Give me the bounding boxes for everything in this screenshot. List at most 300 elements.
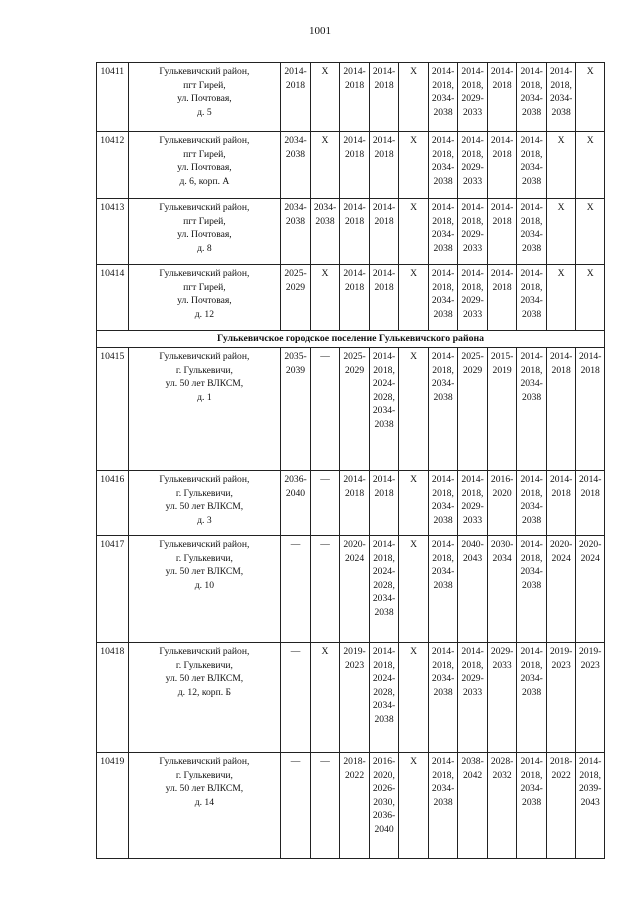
address-line: Гулькевичский район,: [159, 646, 250, 657]
row-number: 10418: [97, 643, 129, 753]
period-line: 2018,: [373, 659, 395, 671]
period-line: 2014-: [579, 756, 602, 767]
address-line: Гулькевичский район,: [159, 351, 250, 362]
period-cell: [369, 63, 399, 132]
period-cell: [576, 643, 605, 753]
period-line: 2024-: [372, 673, 396, 684]
period-line: 2034-: [372, 593, 396, 604]
period-cell: [399, 63, 429, 132]
period-line: 2034: [492, 552, 512, 564]
period-line: 2014-: [549, 66, 573, 77]
address-line: пгт Гирей,: [183, 215, 226, 227]
period-line: 2028,: [373, 686, 395, 698]
period-line: 2018: [580, 364, 600, 376]
period-line: 2034-: [284, 202, 307, 213]
period-line: X: [321, 268, 329, 279]
period-line: 2038: [522, 686, 542, 698]
period-cell: [517, 63, 547, 132]
period-cell: [546, 132, 576, 199]
period-cell: [546, 63, 576, 132]
period-line: 2014-: [372, 66, 396, 77]
address-line: ул. Почтовая,: [177, 162, 232, 173]
period-line: 2018,: [520, 281, 543, 293]
period-line: 2032: [492, 769, 512, 781]
period-cell: [281, 643, 311, 753]
period-line: 2019-: [579, 646, 602, 657]
period-cell: [428, 63, 458, 132]
period-line: 2014-: [431, 135, 455, 146]
period-cell: [369, 536, 399, 643]
period-line: 2038: [522, 175, 542, 187]
row-number: 10411: [97, 63, 129, 132]
period-line: 2014-: [372, 646, 396, 657]
period-line: 2014-: [461, 202, 484, 213]
address-line: д. 8: [197, 242, 212, 254]
period-line: 2023: [551, 659, 571, 671]
period-line: 2014-: [431, 756, 455, 767]
period-line: 2014-: [461, 646, 484, 657]
period-line: 2018: [374, 215, 394, 227]
address-line: Гулькевичский район,: [159, 756, 250, 767]
period-line: 2014-: [343, 135, 366, 146]
address-line: ул. Почтовая,: [177, 295, 232, 306]
period-line: —: [320, 351, 330, 362]
period-cell: [576, 536, 605, 643]
period-cell: [369, 471, 399, 536]
period-line: 2018,: [520, 215, 543, 227]
row-number: 10416: [97, 471, 129, 536]
period-cell: [428, 753, 458, 859]
period-line: 2020-: [549, 539, 573, 550]
period-line: 2034-: [431, 378, 455, 389]
period-line: 2018: [492, 281, 512, 293]
period-line: 2038: [433, 308, 453, 320]
period-cell: [340, 536, 370, 643]
period-cell: [487, 199, 517, 265]
period-line: 2025-: [461, 351, 484, 362]
period-cell: [546, 348, 576, 471]
period-cell: [281, 199, 311, 265]
period-line: —: [290, 646, 301, 657]
period-cell: [369, 643, 399, 753]
period-line: 2014-: [549, 351, 573, 362]
period-line: 2034-: [520, 229, 543, 240]
period-line: 2024-: [372, 378, 396, 389]
address-line: ул. Почтовая,: [177, 229, 232, 240]
period-line: 2018,: [432, 659, 454, 671]
period-cell: [369, 753, 399, 859]
period-line: 2038: [285, 215, 306, 227]
period-cell: [458, 536, 488, 643]
period-cell: [576, 348, 605, 471]
period-line: 2018,: [373, 552, 395, 564]
period-line: 2019-: [343, 646, 366, 657]
period-line: —: [320, 474, 330, 485]
period-line: 2038: [315, 215, 335, 227]
address-cell: [128, 643, 281, 753]
section-title: Гулькевичское городское поселение Гулькевичского района: [97, 331, 605, 348]
period-line: 2019: [492, 364, 512, 376]
period-line: 2026-: [372, 783, 396, 794]
address-line: г. Гулькевичи,: [175, 364, 233, 376]
period-line: 2043: [580, 796, 600, 808]
period-line: 2018-: [343, 756, 366, 767]
period-line: 2020-: [579, 539, 602, 550]
period-cell: [487, 643, 517, 753]
address-line: Гулькевичский район,: [159, 268, 250, 279]
period-cell: [369, 132, 399, 199]
table-row: [97, 265, 605, 331]
period-line: 2014-: [431, 268, 455, 279]
period-line: 2018: [285, 79, 306, 91]
period-line: 2014-: [431, 474, 455, 485]
period-line: 2018: [492, 148, 512, 160]
period-line: 2030,: [373, 796, 395, 808]
period-line: 2034-: [431, 566, 455, 577]
period-line: 2018,: [461, 487, 484, 499]
row-number: 10412: [97, 132, 129, 199]
address-line: ул. 50 лет ВЛКСМ,: [165, 501, 244, 512]
period-line: X: [557, 202, 565, 213]
period-line: 2033: [463, 514, 483, 526]
period-cell: [399, 643, 429, 753]
period-line: 2040-: [461, 539, 484, 550]
period-line: 2014-: [490, 202, 514, 213]
period-line: 2034-: [284, 135, 307, 146]
period-line: 2029-: [461, 673, 484, 684]
period-line: 2043: [463, 552, 483, 564]
address-line: г. Гулькевичи,: [175, 659, 233, 671]
period-line: X: [410, 268, 418, 279]
period-line: 2018: [492, 79, 512, 91]
address-line: д. 10: [194, 579, 215, 591]
period-line: 2015-: [490, 351, 514, 362]
period-line: 2018,: [550, 79, 572, 91]
period-line: 2028-: [490, 756, 514, 767]
period-line: 2018: [374, 487, 394, 499]
period-line: 2024: [551, 552, 571, 564]
period-line: 2038: [551, 106, 571, 118]
period-cell: [487, 265, 517, 331]
period-cell: [310, 536, 340, 643]
period-line: 2014-: [579, 474, 602, 485]
period-cell: [399, 753, 429, 859]
period-line: 2038: [433, 175, 453, 187]
period-line: 2025-: [343, 351, 366, 362]
period-line: 2018: [374, 281, 394, 293]
period-cell: [310, 132, 340, 199]
period-line: 2018,: [432, 79, 454, 91]
period-line: 2018,: [520, 364, 543, 376]
period-line: 2035-: [284, 351, 307, 362]
address-cell: [128, 265, 281, 331]
period-line: 2038: [433, 686, 453, 698]
period-line: 2038: [433, 514, 453, 526]
period-cell: [517, 132, 547, 199]
address-line: г. Гулькевичи,: [175, 769, 233, 781]
period-cell: [487, 471, 517, 536]
period-line: X: [586, 268, 594, 279]
period-line: 2038: [433, 579, 453, 591]
period-cell: [458, 63, 488, 132]
period-line: 2018: [344, 215, 365, 227]
address-line: д. 5: [197, 106, 212, 118]
period-line: 2018: [374, 79, 394, 91]
period-line: 2014-: [520, 756, 543, 767]
period-line: 2018,: [432, 487, 454, 499]
period-line: 2014-: [461, 268, 484, 279]
period-line: 2034-: [520, 566, 543, 577]
period-line: 2033: [463, 106, 483, 118]
period-line: 2014-: [343, 474, 366, 485]
period-cell: [399, 199, 429, 265]
period-line: 2018: [580, 487, 600, 499]
period-line: 2036-: [284, 474, 307, 485]
period-line: 2039: [285, 364, 306, 376]
period-cell: [310, 753, 340, 859]
period-line: 2042: [463, 769, 483, 781]
period-line: X: [410, 474, 418, 485]
period-line: 2018,: [520, 148, 543, 160]
period-line: 2030-: [490, 539, 514, 550]
period-cell: [428, 199, 458, 265]
table-row: [97, 199, 605, 265]
period-line: 2028,: [373, 579, 395, 591]
period-line: 2014-: [520, 66, 543, 77]
period-cell: [546, 753, 576, 859]
period-cell: [310, 199, 340, 265]
period-cell: [546, 265, 576, 331]
address-line: пгт Гирей,: [183, 148, 226, 160]
period-line: 2024: [344, 552, 365, 564]
address-cell: [128, 348, 281, 471]
period-line: 2029-: [461, 162, 484, 173]
period-line: 2014-: [520, 202, 543, 213]
period-line: —: [290, 756, 301, 767]
address-line: г. Гулькевичи,: [175, 487, 233, 499]
period-line: 2038: [433, 796, 453, 808]
period-line: 2034-: [431, 162, 455, 173]
period-line: 2039-: [579, 783, 602, 794]
row-number: 10415: [97, 348, 129, 471]
table-row: [97, 348, 605, 471]
period-line: 2014-: [284, 66, 307, 77]
address-line: ул. 50 лет ВЛКСМ,: [165, 783, 244, 794]
period-line: 2014-: [431, 539, 455, 550]
period-line: 2014-: [461, 135, 484, 146]
register-table: [96, 62, 605, 859]
period-line: 2014-: [549, 474, 573, 485]
period-line: 2018: [344, 281, 365, 293]
table-row: [97, 536, 605, 643]
period-line: 2014-: [579, 351, 602, 362]
period-line: X: [586, 202, 594, 213]
period-line: 2036-: [372, 810, 396, 821]
address-line: Гулькевичский район,: [159, 539, 250, 550]
period-line: 2038-: [461, 756, 484, 767]
period-cell: [546, 471, 576, 536]
period-cell: [517, 643, 547, 753]
period-line: 2023: [580, 659, 600, 671]
address-line: г. Гулькевичи,: [175, 552, 233, 564]
period-line: 2014-: [461, 66, 484, 77]
period-line: 2038: [522, 579, 542, 591]
period-cell: [576, 63, 605, 132]
period-cell: [428, 348, 458, 471]
period-cell: [546, 199, 576, 265]
period-cell: [428, 265, 458, 331]
address-line: д. 12, корп. Б: [177, 686, 232, 698]
address-line: ул. Почтовая,: [177, 93, 232, 104]
period-line: X: [586, 66, 594, 77]
period-line: 2038: [522, 106, 542, 118]
address-line: д. 14: [194, 796, 215, 808]
period-line: 2014-: [372, 268, 396, 279]
period-cell: [576, 471, 605, 536]
address-cell: [128, 199, 281, 265]
period-line: 2016-: [490, 474, 514, 485]
table-row: [97, 753, 605, 859]
period-line: 2029-: [490, 646, 514, 657]
period-line: 2018,: [461, 148, 484, 160]
period-cell: [458, 643, 488, 753]
table-row: [97, 643, 605, 753]
period-line: 2025-: [284, 268, 307, 279]
period-line: 2024: [580, 552, 600, 564]
period-cell: [310, 471, 340, 536]
period-line: 2034-: [431, 501, 455, 512]
period-line: 2034-: [313, 202, 337, 213]
period-line: X: [321, 66, 329, 77]
period-cell: [399, 471, 429, 536]
row-number: 10414: [97, 265, 129, 331]
period-line: 2038: [374, 606, 394, 618]
row-number: 10413: [97, 199, 129, 265]
address-line: д. 1: [197, 391, 212, 403]
period-cell: [399, 348, 429, 471]
period-line: 2014-: [372, 351, 396, 362]
row-number: 10417: [97, 536, 129, 643]
table-row: [97, 132, 605, 199]
period-line: 2034-: [520, 93, 543, 104]
period-cell: [369, 199, 399, 265]
period-line: 2034-: [372, 405, 396, 416]
period-cell: [428, 643, 458, 753]
period-line: 2014-: [520, 474, 543, 485]
period-line: 2018,: [520, 79, 543, 91]
period-line: 2038: [522, 242, 542, 254]
period-line: 2014-: [431, 202, 455, 213]
period-line: 2034-: [431, 229, 455, 240]
period-line: 2014-: [431, 66, 455, 77]
period-line: 2014-: [461, 474, 484, 485]
period-line: X: [410, 202, 418, 213]
period-line: 2020-: [343, 539, 366, 550]
period-line: 2019-: [549, 646, 573, 657]
period-cell: [517, 536, 547, 643]
period-cell: [310, 63, 340, 132]
period-line: 2018: [344, 148, 365, 160]
period-cell: [487, 753, 517, 859]
period-line: X: [586, 135, 594, 146]
period-line: 2020: [492, 487, 512, 499]
period-line: 2038: [522, 514, 542, 526]
period-cell: [576, 132, 605, 199]
period-line: 2029-: [461, 93, 484, 104]
period-line: 2033: [492, 659, 512, 671]
period-cell: [517, 471, 547, 536]
period-line: 2018: [344, 79, 365, 91]
period-line: 2038: [374, 713, 394, 725]
period-line: 2033: [463, 308, 483, 320]
period-line: 2018,: [461, 79, 484, 91]
period-line: 2034-: [431, 783, 455, 794]
section-header-row: [97, 331, 605, 348]
address-line: Гулькевичский район,: [159, 66, 250, 77]
period-line: 2034-: [431, 295, 455, 306]
period-line: 2014-: [520, 351, 543, 362]
period-line: X: [410, 135, 418, 146]
period-cell: [340, 471, 370, 536]
period-cell: [310, 265, 340, 331]
period-line: 2014-: [490, 66, 514, 77]
period-line: 2014-: [372, 135, 396, 146]
period-line: 2038: [433, 106, 453, 118]
period-line: X: [321, 646, 329, 657]
address-line: ул. 50 лет ВЛКСМ,: [165, 673, 244, 684]
period-line: 2022: [344, 769, 365, 781]
period-line: 2014-: [372, 539, 396, 550]
period-line: 2018-: [549, 756, 573, 767]
period-line: 2034-: [372, 700, 396, 711]
period-line: 2034-: [431, 93, 455, 104]
period-line: 2029-: [461, 501, 484, 512]
period-cell: [487, 132, 517, 199]
period-line: 2038: [522, 796, 542, 808]
period-cell: [281, 471, 311, 536]
period-line: 2018,: [520, 659, 543, 671]
period-line: 2034-: [520, 295, 543, 306]
period-line: 2029-: [461, 295, 484, 306]
period-line: X: [410, 66, 418, 77]
period-line: 2034-: [520, 501, 543, 512]
period-line: 2038: [433, 391, 453, 403]
period-line: 2018: [344, 487, 365, 499]
period-cell: [340, 265, 370, 331]
period-line: 2018: [551, 487, 571, 499]
period-cell: [340, 753, 370, 859]
period-cell: [310, 643, 340, 753]
period-line: 2018: [551, 364, 571, 376]
table-row: [97, 471, 605, 536]
address-line: Гулькевичский район,: [159, 135, 250, 146]
period-cell: [458, 265, 488, 331]
period-cell: [281, 132, 311, 199]
period-cell: [340, 63, 370, 132]
period-cell: [546, 536, 576, 643]
period-line: 2029: [285, 281, 306, 293]
period-cell: [281, 753, 311, 859]
period-line: 2040: [285, 487, 306, 499]
period-line: 2014-: [431, 351, 455, 362]
period-line: 2018,: [461, 281, 484, 293]
address-line: д. 3: [197, 514, 212, 526]
period-line: 2028,: [373, 391, 395, 403]
period-line: —: [320, 539, 330, 550]
period-cell: [458, 753, 488, 859]
period-cell: [546, 643, 576, 753]
period-line: 2018: [492, 215, 512, 227]
